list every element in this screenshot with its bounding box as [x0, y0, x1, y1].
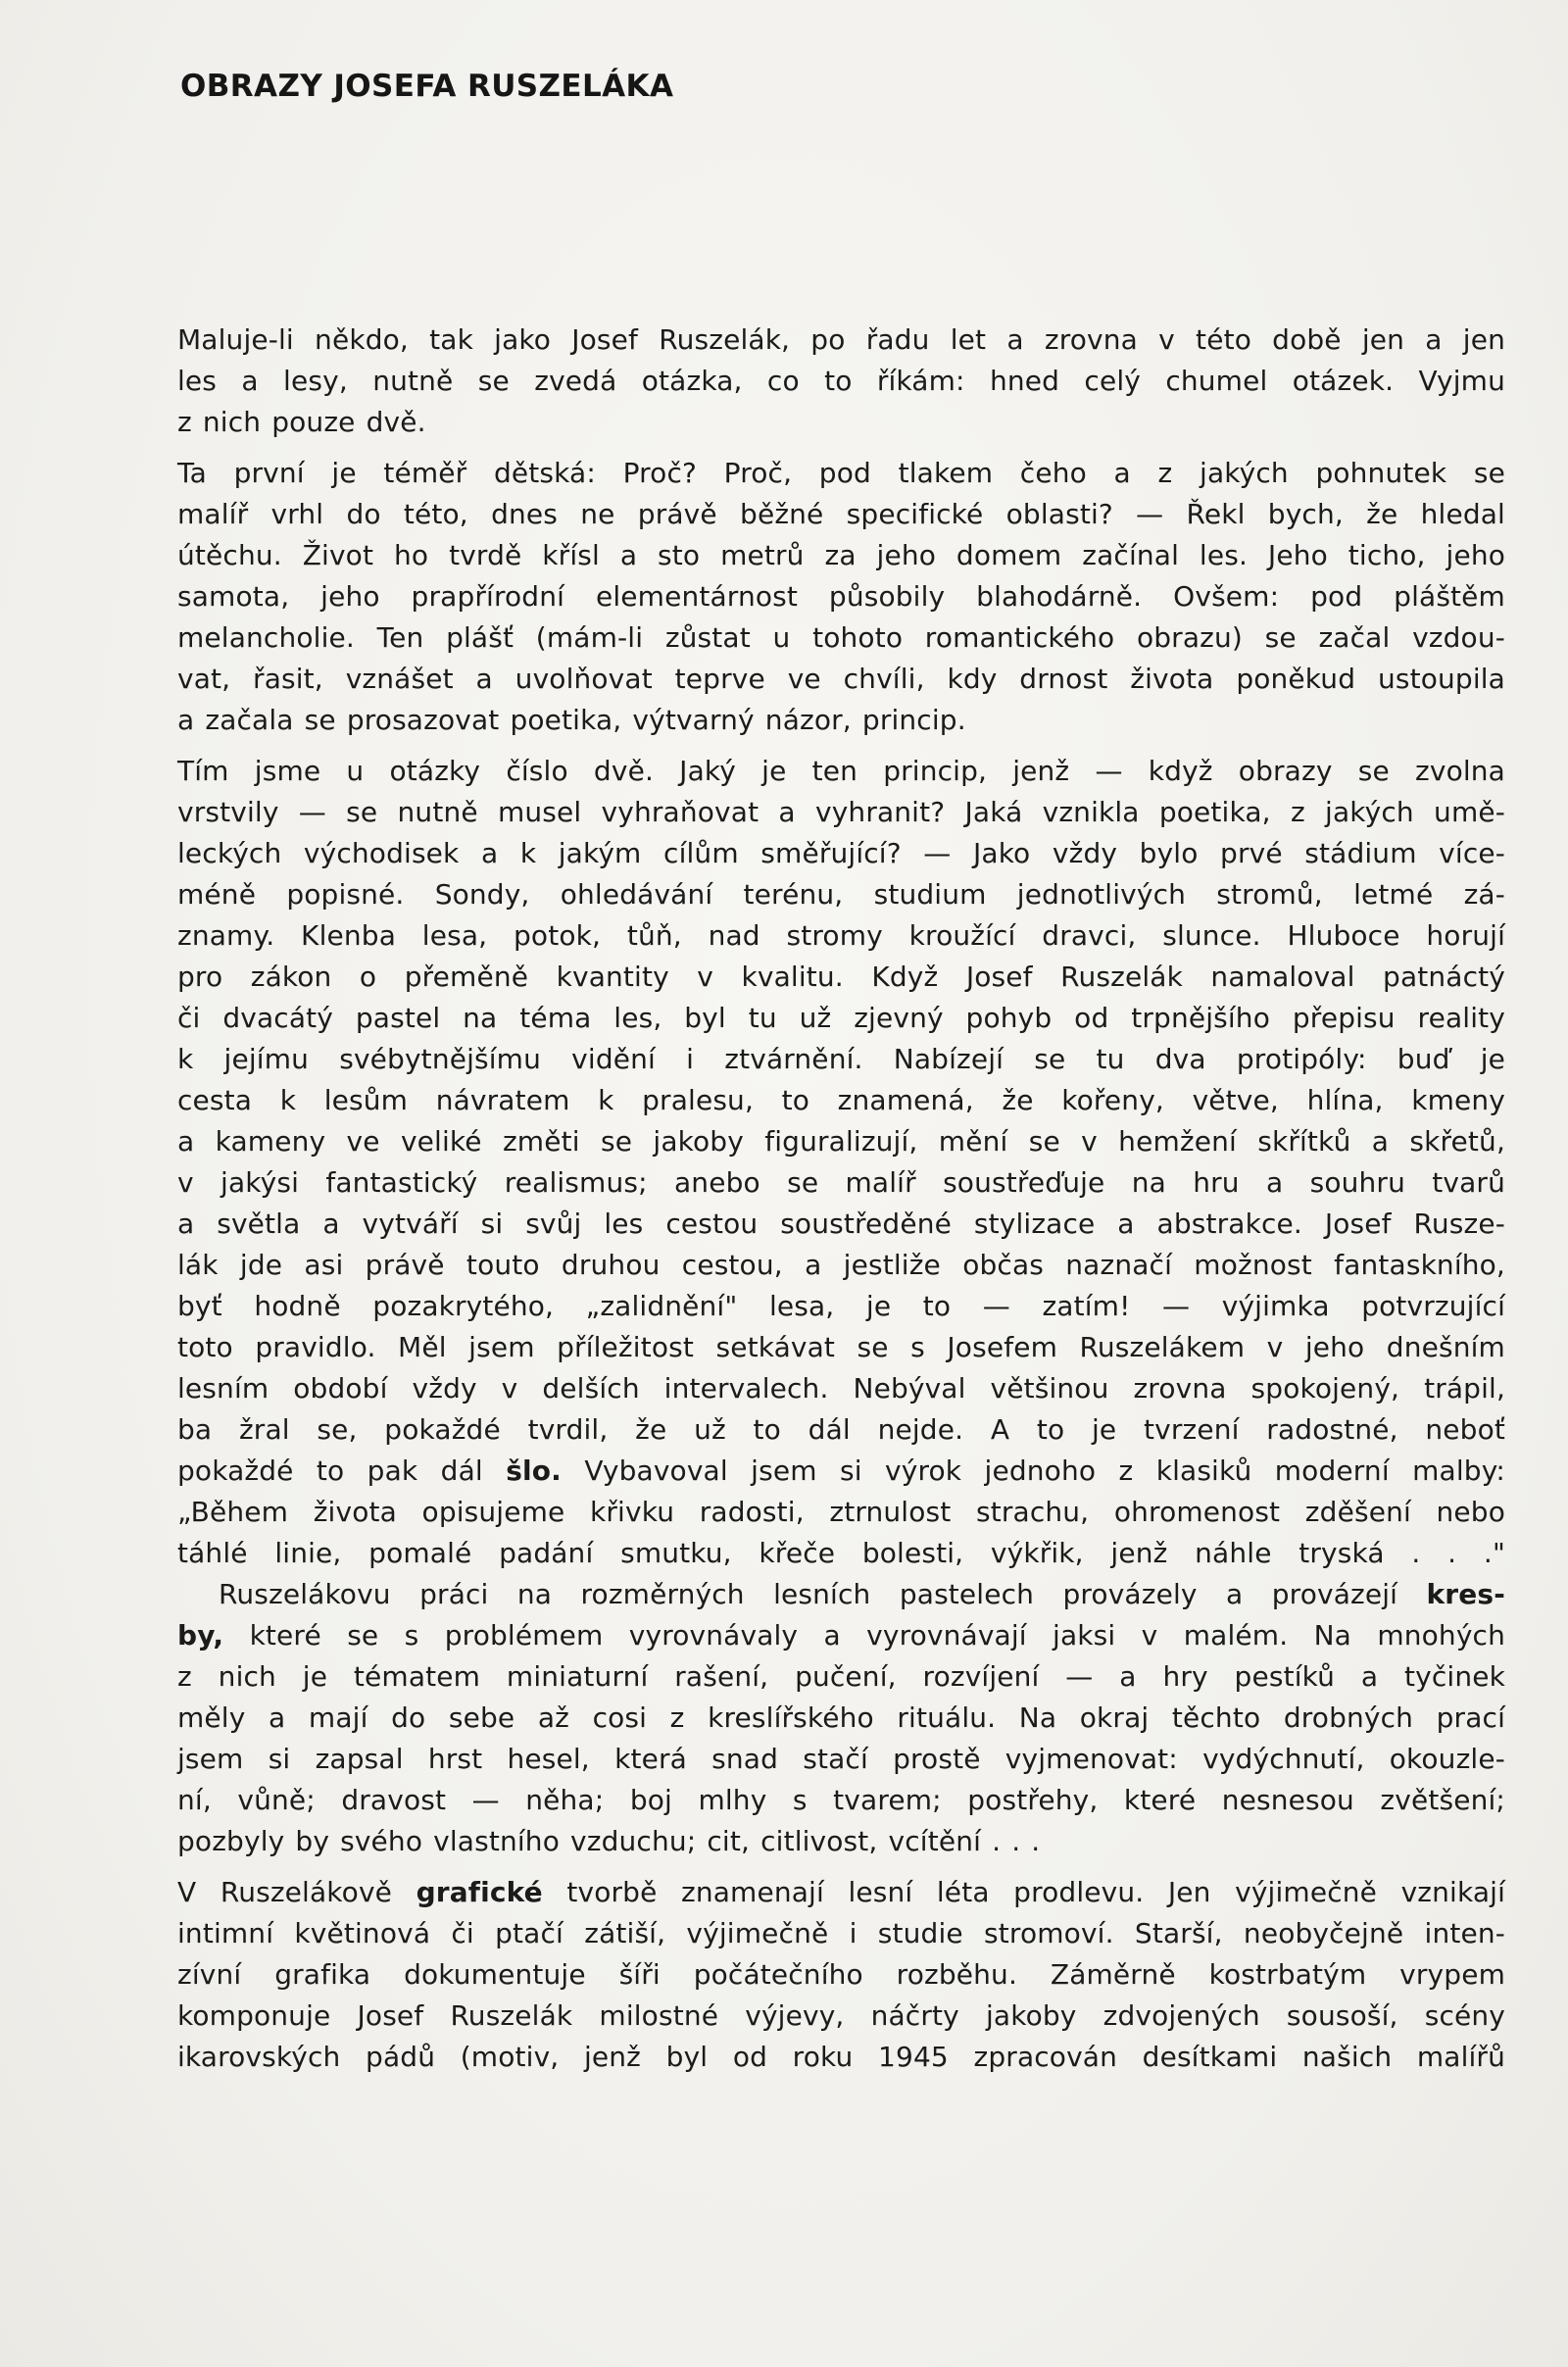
text-line: samota, jeho prapřírodní elementárnost působily blahodárně. Ovšem: pod pláštěm [177, 580, 1505, 613]
paragraph-4 [177, 1574, 1505, 1862]
text-run: Ruszelákovu práci na rozměrných lesních pastelech provázely a provázejí [219, 1578, 1398, 1610]
text-line: les a lesy, nutně se zvedá otázka, co to říkám: hned celý chumel otázek. Vyjmu [177, 365, 1505, 397]
article-body [177, 320, 1505, 2078]
emphasis: grafické [416, 1876, 543, 1908]
text-line: z nich je tématem miniaturní rašení, pučení, rozvíjení — a hry pestíků a tyčinek [177, 1660, 1505, 1693]
text-line: komponuje Josef Ruszelák milostné výjevy, náčrty jakoby zdvojených sousoší, scény [177, 1999, 1505, 2032]
text-line [177, 1451, 1505, 1492]
text-line [177, 1615, 1505, 1656]
page-title: OBRAZY JOSEFA RUSZELÁKA [180, 69, 674, 104]
text-line: vat, řasit, vznášet a uvolňovat teprve ve chvíli, kdy drnost života poněkud ustoupila [177, 663, 1505, 695]
emphasis: kres- [1426, 1578, 1505, 1610]
text-line: pro zákon o přeměně kvantity v kvalitu. Když Josef Ruszelák namaloval patnáctý [177, 961, 1505, 993]
text-line: Tím jsme u otázky číslo dvě. Jaký je ten princip, jenž — když obrazy se zvolna [177, 755, 1505, 787]
text-run: tvorbě znamenají lesní léta prodlevu. Jen výjimečně vznikají [566, 1876, 1505, 1908]
text-line [177, 1574, 1505, 1615]
emphasis: by, [177, 1619, 224, 1652]
text-line: ikarovských pádů (motiv, jenž byl od roku 1945 zpracován desítkami našich malířů [177, 2041, 1505, 2073]
text-line: ní, vůně; dravost — něha; boj mlhy s tvarem; postřehy, které nesnesou zvětšení; [177, 1784, 1505, 1816]
text-line: ba žral se, pokaždé tvrdil, že už to dál nejde. A to je tvrzení radostné, neboť [177, 1413, 1505, 1446]
text-line: jsem si zapsal hrst hesel, která snad stačí prostě vyjmenovat: vydýchnutí, okouzle- [177, 1743, 1505, 1775]
text-run: které se s problémem vyrovnávaly a vyrovnávají jaksi v malém. Na mnohých [249, 1619, 1505, 1652]
text-line: a začala se prosazovat poetika, výtvarný názor, princip. [177, 704, 966, 736]
text-line: či dvacátý pastel na téma les, byl tu už zjevný pohyb od trpnějšího přepisu reality [177, 1002, 1505, 1034]
text-line: z nich pouze dvě. [177, 406, 426, 438]
emphasis: šlo. [506, 1455, 562, 1487]
text-line: v jakýsi fantastický realismus; anebo se malíř soustřeďuje na hru a souhru tvarů [177, 1166, 1505, 1199]
text-line: toto pravidlo. Měl jsem příležitost setkávat se s Josefem Ruszelákem v jeho dnešním [177, 1331, 1505, 1363]
text-line: a kameny ve veliké změti se jakoby figuralizují, mění se v hemžení skřítků a skřetů, [177, 1125, 1505, 1158]
text-line: měly a mají do sebe až cosi z kreslířského rituálu. Na okraj těchto drobných prací [177, 1701, 1505, 1734]
text-line: lák jde asi právě touto druhou cestou, a jestliže občas naznačí možnost fantaskního, [177, 1249, 1505, 1281]
text-line: byť hodně pozakrytého, „zalidnění" lesa, je to — zatím! — výjimka potvrzující [177, 1290, 1505, 1322]
text-line: znamy. Klenba lesa, potok, tůň, nad stromy kroužící dravci, slunce. Hluboce horují [177, 919, 1505, 952]
text-line: Maluje-li někdo, tak jako Josef Ruszelák, po řadu let a zrovna v této době jen a jen [177, 323, 1505, 356]
text-line: malíř vrhl do této, dnes ne právě běžné specifické oblasti? — Řekl bych, že hledal [177, 498, 1505, 530]
text-line: Ta první je téměř dětská: Proč? Proč, pod tlakem čeho a z jakých pohnutek se [177, 457, 1505, 489]
text-line: k jejímu svébytnějšímu vidění i ztvárnění. Nabízejí se tu dva protipóly: buď je [177, 1043, 1505, 1075]
text-run: V Ruszelákově [177, 1876, 393, 1908]
text-line: útěchu. Život ho tvrdě křísl a sto metrů za jeho domem začínal les. Jeho ticho, jeho [177, 539, 1505, 571]
text-line: zívní grafika dokumentuje šíři počátečního rozběhu. Záměrně kostrbatým vrypem [177, 1958, 1505, 1991]
paragraph-2 [177, 453, 1505, 741]
text-line: intimní květinová či ptačí zátiší, výjimečně i studie stromoví. Starší, neobyčejně inten- [177, 1917, 1505, 1949]
text-line: táhlé linie, pomalé padání smutku, křeče bolesti, výkřik, jenž náhle tryská . . ." [177, 1537, 1505, 1569]
text-line: lesním období vždy v delších intervalech. Nebýval většinou zrovna spokojený, trápil, [177, 1372, 1505, 1405]
text-line: pozbyly by svého vlastního vzduchu; cit, citlivost, vcítění . . . [177, 1825, 1041, 1857]
text-line: leckých východisek a k jakým cílům směřující? — Jako vždy bylo prvé stádium více- [177, 837, 1505, 869]
text-line: méně popisné. Sondy, ohledávání terénu, studium jednotlivých stromů, letmé zá- [177, 878, 1505, 911]
paragraph-3 [177, 751, 1505, 1574]
text-run: pokaždé to pak dál [177, 1455, 483, 1487]
text-line: a světla a vytváří si svůj les cestou soustředěné stylizace a abstrakce. Josef Rusze- [177, 1208, 1505, 1240]
text-line: melancholie. Ten plášť (mám-li zůstat u tohoto romantického obrazu) se začal vzdou- [177, 621, 1505, 654]
text-line [177, 1872, 1505, 1913]
paragraph-1 [177, 320, 1505, 443]
text-run: Vybavoval jsem si výrok jednoho z klasiků moderní malby: [584, 1455, 1505, 1487]
text-line: vrstvily — se nutně musel vyhraňovat a vyhranit? Jaká vznikla poetika, z jakých umě- [177, 796, 1505, 828]
text-line: „Během života opisujeme křivku radosti, ztrnulost strachu, ohromenost zděšení nebo [177, 1496, 1505, 1528]
text-line: cesta k lesům návratem k pralesu, to znamená, že kořeny, větve, hlína, kmeny [177, 1084, 1505, 1116]
paragraph-5 [177, 1872, 1505, 2078]
